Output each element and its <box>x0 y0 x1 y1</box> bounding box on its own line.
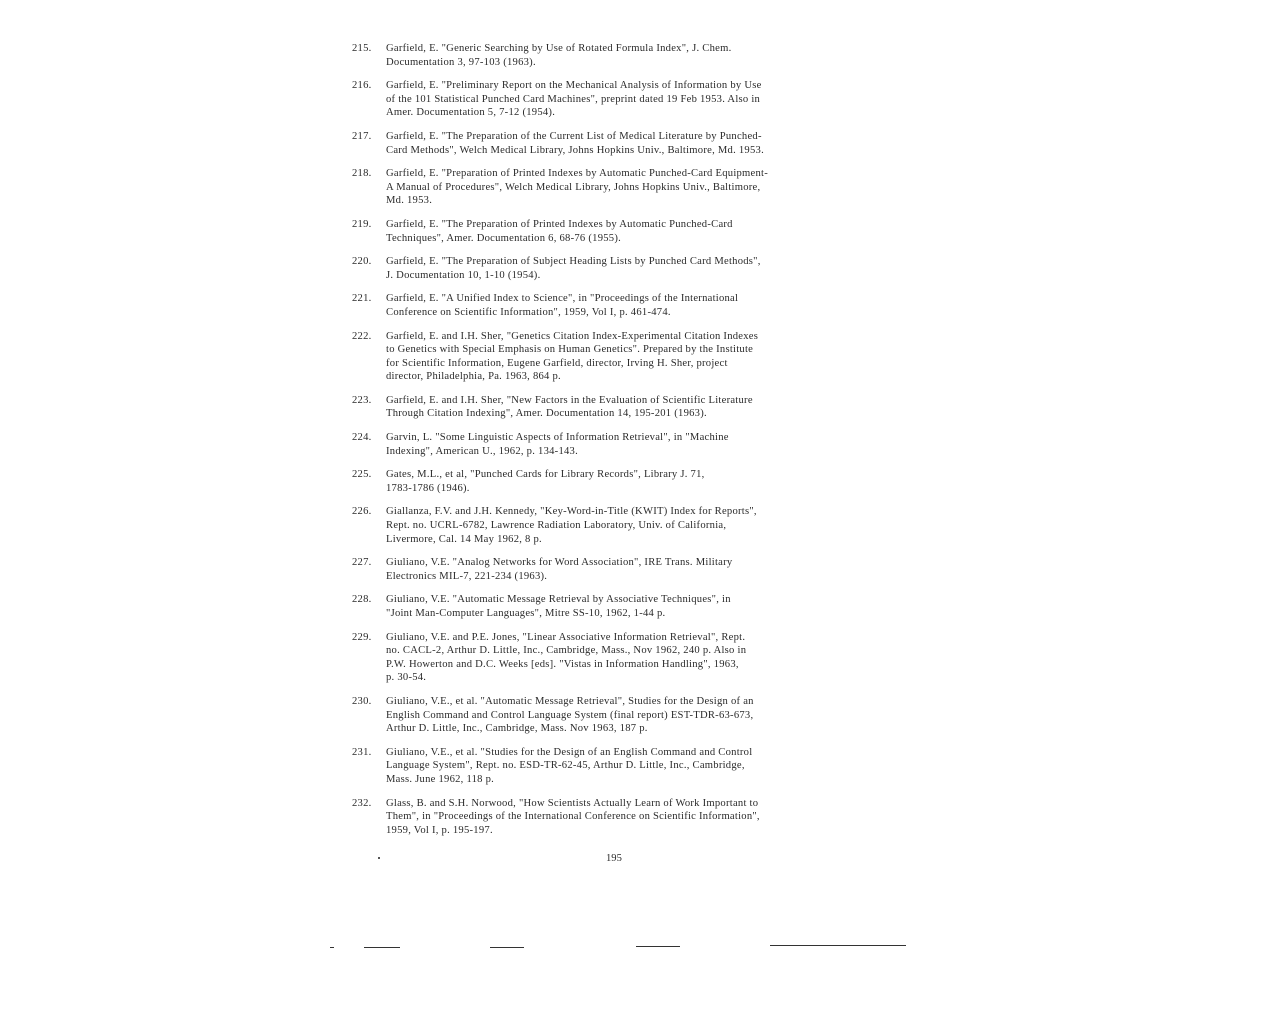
reference-line: director, Philadelphia, Pa. 1963, 864 p. <box>386 371 561 383</box>
reference-line: Garfield, E. and I.H. Sher, "Genetics Citation Index-Experimental Citation Indexes <box>386 330 759 342</box>
reference-text <box>386 556 882 583</box>
reference-line: Md. 1953. <box>386 195 433 207</box>
reference-line: Garfield, E. "A Unified Index to Science", in "Proceedings of the International <box>386 293 739 305</box>
reference-line: Garfield, E. "Preliminary Report on the Mechanical Analysis of Information by Use <box>386 80 762 92</box>
scan-artifact-rule <box>636 946 680 947</box>
reference-entry <box>352 631 882 685</box>
reference-line: Arthur D. Little, Inc., Cambridge, Mass. Nov 1963, 187 p. <box>386 723 648 735</box>
reference-entry <box>352 593 882 620</box>
reference-entry <box>352 746 882 787</box>
reference-entry <box>352 468 882 495</box>
reference-entry <box>352 79 882 120</box>
reference-line: Garfield, E. and I.H. Sher, "New Factors in the Evaluation of Scientific Literature <box>386 394 753 406</box>
reference-entry <box>352 42 882 69</box>
reference-text <box>386 330 882 384</box>
reference-line: Them", in "Proceedings of the International Conference on Scientific Information", <box>386 811 760 823</box>
reference-text <box>386 218 882 245</box>
reference-line: Giuliano, V.E., et al. "Studies for the Design of an English Command and Control <box>386 746 753 758</box>
reference-text <box>386 431 882 458</box>
reference-entry <box>352 797 882 838</box>
scan-artifact-rule <box>490 947 524 948</box>
reference-line: Indexing", American U., 1962, p. 134-143. <box>386 445 578 457</box>
reference-line: no. CACL-2, Arthur D. Little, Inc., Cambridge, Mass., Nov 1962, 240 p. Also in <box>386 645 747 657</box>
scan-artifact-rule <box>330 947 334 948</box>
reference-number: 221. <box>352 293 372 305</box>
reference-entry <box>352 255 882 282</box>
reference-line: Language System", Rept. no. ESD-TR-62-45, Arthur D. Little, Inc., Cambridge, <box>386 760 745 772</box>
reference-entry <box>352 167 882 208</box>
reference-number: 227. <box>352 557 372 569</box>
reference-line: Glass, B. and S.H. Norwood, "How Scientists Actually Learn of Work Important to <box>386 797 759 809</box>
reference-line: 1783-1786 (1946). <box>386 482 470 494</box>
reference-entry <box>352 394 882 421</box>
reference-entry <box>352 695 882 736</box>
reference-number: 218. <box>352 168 372 180</box>
reference-number: 229. <box>352 631 372 643</box>
reference-line: Rept. no. UCRL-6782, Lawrence Radiation Laboratory, Univ. of California, <box>386 520 727 532</box>
reference-line: Garfield, E. "The Preparation of Subject Heading Lists by Punched Card Methods", <box>386 256 761 268</box>
reference-text <box>386 631 882 685</box>
reference-text <box>386 695 882 736</box>
reference-text <box>386 505 882 546</box>
reference-entry <box>352 330 882 384</box>
reference-line: Documentation 3, 97-103 (1963). <box>386 56 536 68</box>
reference-entry <box>352 130 882 157</box>
reference-line: Giuliano, V.E. "Analog Networks for Word Association", IRE Trans. Military <box>386 557 733 569</box>
reference-line: A Manual of Procedures", Welch Medical Library, Johns Hopkins Univ., Baltimore, <box>386 181 761 193</box>
reference-text <box>386 746 882 787</box>
reference-line: Card Methods", Welch Medical Library, Johns Hopkins Univ., Baltimore, Md. 1953. <box>386 144 764 156</box>
reference-line: Amer. Documentation 5, 7-12 (1954). <box>386 107 556 119</box>
reference-line: Through Citation Indexing", Amer. Documentation 14, 195-201 (1963). <box>386 408 707 420</box>
reference-number: 219. <box>352 218 372 230</box>
reference-text <box>386 593 882 620</box>
reference-number: 230. <box>352 695 372 707</box>
reference-entry <box>352 505 882 546</box>
reference-line: for Scientific Information, Eugene Garfield, director, Irving H. Sher, project <box>386 357 728 369</box>
reference-line: English Command and Control Language System (final report) EST-TDR-63-673, <box>386 709 754 721</box>
reference-text <box>386 42 882 69</box>
reference-entry <box>352 431 882 458</box>
reference-line: Livermore, Cal. 14 May 1962, 8 p. <box>386 533 542 545</box>
page-number: 195 <box>606 853 622 864</box>
reference-text <box>386 394 882 421</box>
reference-text <box>386 167 882 208</box>
reference-line: Conference on Scientific Information", 1959, Vol I, p. 461-474. <box>386 306 671 318</box>
reference-number: 228. <box>352 594 372 606</box>
reference-entry <box>352 556 882 583</box>
reference-line: Garvin, L. "Some Linguistic Aspects of Information Retrieval", in "Machine <box>386 432 729 444</box>
reference-number: 217. <box>352 130 372 142</box>
reference-line: Garfield, E. "The Preparation of Printed Indexes by Automatic Punched-Card <box>386 218 733 230</box>
reference-line: p. 30-54. <box>386 672 427 684</box>
reference-number: 224. <box>352 432 372 444</box>
reference-number: 216. <box>352 80 372 92</box>
reference-line: P.W. Howerton and D.C. Weeks [eds]. "Vistas in Information Handling", 1963, <box>386 658 739 670</box>
reference-text <box>386 292 882 319</box>
reference-text <box>386 468 882 495</box>
reference-entry <box>352 218 882 245</box>
reference-number: 220. <box>352 256 372 268</box>
reference-line: Electronics MIL-7, 221-234 (1963). <box>386 570 548 582</box>
reference-line: Garfield, E. "Preparation of Printed Indexes by Automatic Punched-Card Equipment- <box>386 168 769 180</box>
reference-line: Mass. June 1962, 118 p. <box>386 773 495 785</box>
reference-entry <box>352 292 882 319</box>
reference-line: Gates, M.L., et al, "Punched Cards for Library Records", Library J. 71, <box>386 469 705 481</box>
reference-number: 223. <box>352 394 372 406</box>
reference-text <box>386 130 882 157</box>
reference-line: Giuliano, V.E. "Automatic Message Retrieval by Associative Techniques", in <box>386 594 731 606</box>
reference-line: to Genetics with Special Emphasis on Human Genetics". Prepared by the Institute <box>386 344 754 356</box>
reference-line: 1959, Vol I, p. 195-197. <box>386 824 493 836</box>
reference-text <box>386 797 882 838</box>
reference-number: 226. <box>352 506 372 518</box>
reference-number: 225. <box>352 469 372 481</box>
reference-text <box>386 255 882 282</box>
scan-artifact-rule <box>770 945 906 946</box>
reference-number: 232. <box>352 797 372 809</box>
reference-line: "Joint Man-Computer Languages", Mitre SS-10, 1962, 1-44 p. <box>386 608 666 619</box>
scan-artifact-rule <box>364 947 400 948</box>
reference-number: 222. <box>352 330 372 342</box>
reference-line: Garfield, E. "Generic Searching by Use of Rotated Formula Index", J. Chem. <box>386 43 732 54</box>
reference-line: Giallanza, F.V. and J.H. Kennedy, "Key-Word-in-Title (KWIT) Index for Reports", <box>386 506 757 518</box>
reference-line: Giuliano, V.E., et al. "Automatic Message Retrieval", Studies for the Design of an <box>386 695 754 707</box>
reference-line: Giuliano, V.E. and P.E. Jones, "Linear Associative Information Retrieval", Rept. <box>386 631 746 643</box>
reference-number: 231. <box>352 746 372 758</box>
reference-number: 215. <box>352 43 372 54</box>
reference-line: of the 101 Statistical Punched Card Machines", preprint dated 19 Feb 1953. Also in <box>386 93 761 105</box>
reference-text <box>386 79 882 120</box>
reference-line: J. Documentation 10, 1-10 (1954). <box>386 269 541 281</box>
reference-line: Garfield, E. "The Preparation of the Current List of Medical Literature by Punched- <box>386 130 762 142</box>
reference-line: Techniques", Amer. Documentation 6, 68-76 (1955). <box>386 232 622 244</box>
reference-list <box>352 42 882 837</box>
scan-speck <box>378 857 380 859</box>
